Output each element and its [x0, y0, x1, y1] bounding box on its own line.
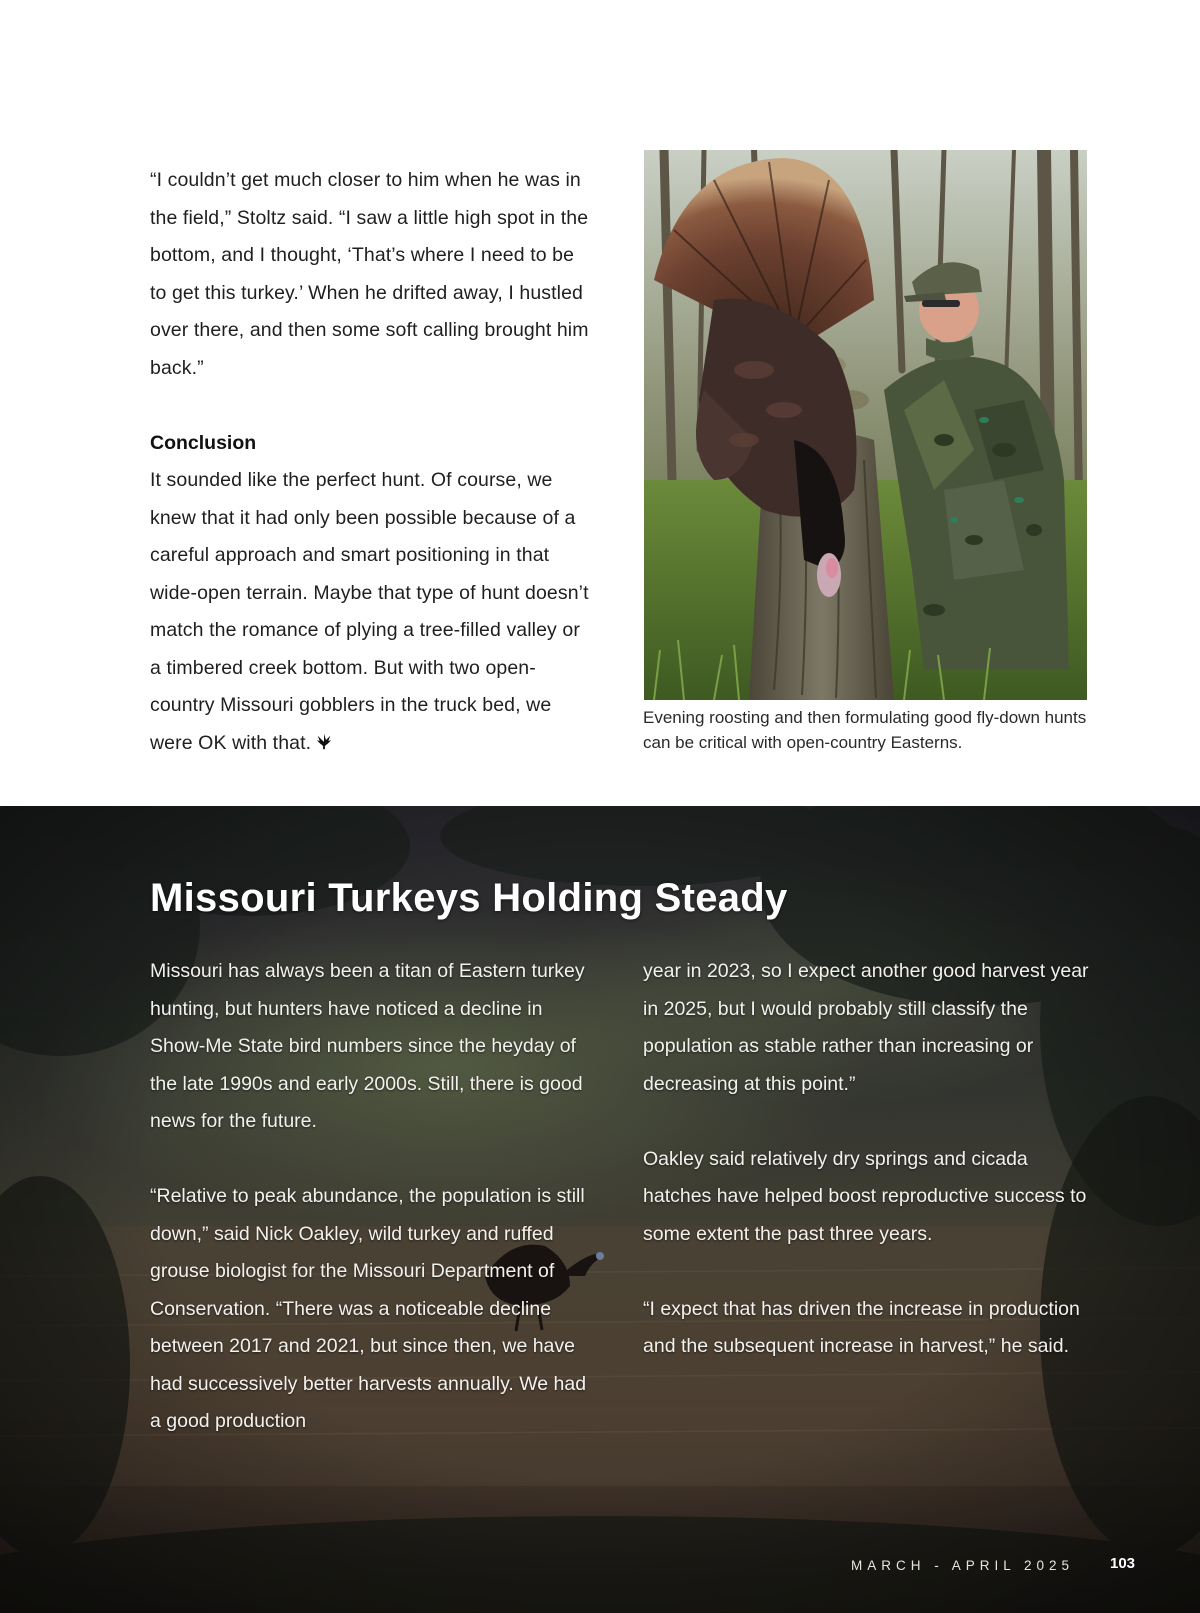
sidebar-paragraph-5: “I expect that has driven the increase in production and the subsequent increase in harvest,” he said.: [643, 1297, 1080, 1357]
photo-caption: Evening roosting and then formulating good fly-down hunts can be critical with open-country Easterns.: [643, 708, 1087, 752]
quote-paragraph: “I couldn’t get much closer to him when he was in the field,” Stoltz said. “I saw a little high spot in the bottom, and I thought, ‘That’s where I need to be to get this turkey.’ When he drifted away, I hustled over there, and then some soft calling brought him back.”: [150, 169, 589, 379]
sidebar-paragraph-2: “Relative to peak abundance, the population is still down,” said Nick Oakley, wild turkey and ruffed grouse biologist for the Missouri Department of Conservation. “There was a noticeable decline between 2017 and 2021, but since then, we have had successively better harvests annually. We had a good production: [150, 1185, 587, 1432]
sidebar-left-column: [150, 953, 595, 1441]
conclusion-heading: Conclusion: [150, 431, 257, 454]
issue-date: MARCH - APRIL 2025: [851, 1558, 1075, 1573]
page-number: 103: [1110, 1555, 1136, 1572]
article-left-column: [150, 162, 595, 762]
hunter-with-turkey-photo: [644, 150, 1087, 700]
article-top-section: [0, 0, 1200, 806]
sidebar-paragraph-3: year in 2023, so I expect another good harvest year in 2025, but I would probably still classify the population as stable rather than increasing or decreasing at this point.”: [643, 960, 1089, 1095]
sidebar-section: [0, 806, 1200, 1613]
sidebar-right-column: [643, 953, 1093, 1366]
conclusion-text: It sounded like the perfect hunt. Of course, we knew that it had only been possible because of a careful approach and smart positioning in that wide-open terrain. Maybe that type of hunt doesn’t match the romance of plying a tree-filled valley or a timbered creek bottom. But with two open-country Missouri gobblers in the truck bed, we were OK with that.: [150, 469, 589, 754]
turkey-end-mark-icon: [315, 733, 333, 751]
sidebar-paragraph-1: Missouri has always been a titan of Eastern turkey hunting, but hunters have noticed a decline in Show-Me State bird numbers since the heyday of the late 1990s and early 2000s. Still, there is good news for the future.: [150, 960, 585, 1132]
sidebar-paragraph-4: Oakley said relatively dry springs and cicada hatches have helped boost reproductive success to some extent the past three years.: [643, 1147, 1087, 1245]
sidebar-title: Missouri Turkeys Holding Steady: [150, 876, 788, 920]
conclusion-paragraph: [150, 462, 595, 762]
